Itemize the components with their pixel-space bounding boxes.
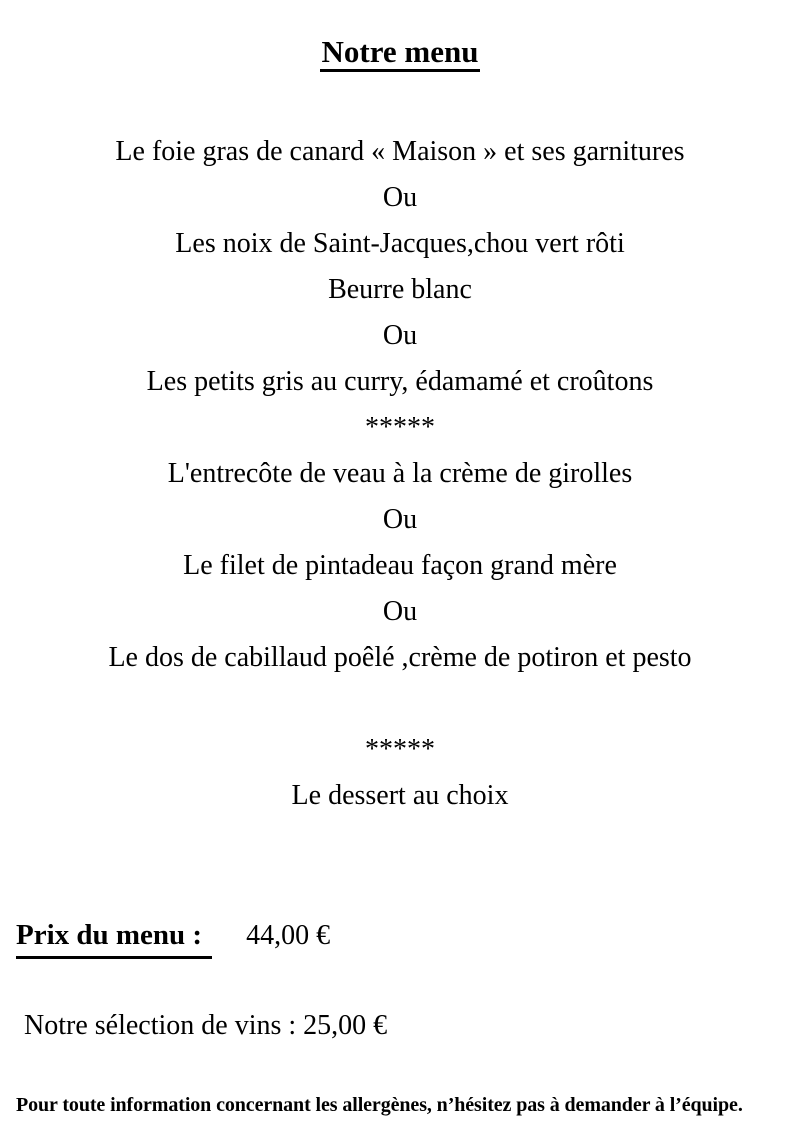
page-title: Notre menu bbox=[320, 36, 481, 72]
menu-line: Ou bbox=[382, 320, 418, 351]
menu-lines bbox=[0, 129, 800, 819]
menu-line: Le dessert au choix bbox=[291, 780, 509, 811]
menu-line: ***** bbox=[365, 412, 435, 443]
menu-line: Beurre blanc bbox=[328, 274, 472, 305]
title-wrap bbox=[0, 0, 800, 72]
menu-line: Le filet de pintadeau façon grand mère bbox=[183, 550, 617, 581]
menu-line: Les petits gris au curry, édamamé et croûtons bbox=[146, 366, 654, 397]
menu-line: ***** bbox=[365, 734, 435, 765]
menu-line: Ou bbox=[382, 596, 418, 627]
allergen-notice: Pour toute information concernant les allergènes, n’hésitez pas à demander à l’équipe. bbox=[16, 1094, 743, 1116]
menu-line: Ou bbox=[382, 182, 418, 213]
menu-line: Ou bbox=[382, 504, 418, 535]
menu-line: L'entrecôte de veau à la crème de girolles bbox=[167, 458, 633, 489]
menu-line: Les noix de Saint-Jacques,chou vert rôti bbox=[175, 228, 625, 259]
menu-price-label: Prix du menu : bbox=[16, 915, 212, 959]
menu-price-value: 44,00 € bbox=[246, 920, 331, 951]
menu-line: Le dos de cabillaud poêlé ,crème de potiron et pesto bbox=[108, 642, 692, 673]
menu-blank-line bbox=[0, 681, 800, 727]
menu-line: Le foie gras de canard « Maison » et ses garnitures bbox=[115, 136, 685, 167]
menu-price-row bbox=[0, 915, 800, 959]
wine-selection-line: Notre sélection de vins : 25,00 € bbox=[24, 1010, 388, 1041]
